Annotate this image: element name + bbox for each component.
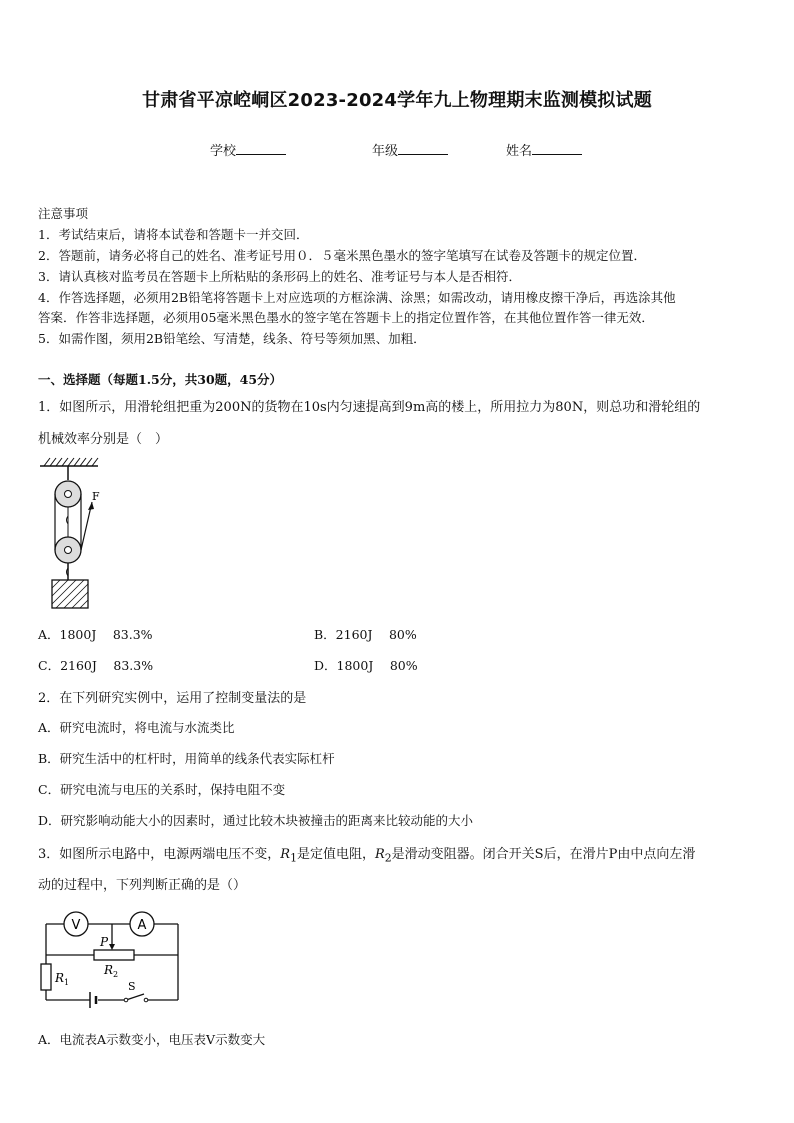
r1-subscript: 1 — [290, 851, 297, 865]
option-a: A．研究电流时，将电流与水流类比 — [38, 720, 235, 735]
slider-label: P — [100, 935, 109, 949]
name-label: 姓名 — [506, 144, 533, 159]
section-heading: 一、选择题（每题1.5分，共30题，45分） — [38, 372, 283, 387]
notice-item: 3．请认真核对监考员在答题卡上所粘贴的条形码上的姓名、准考证号与本人是否相符． — [38, 269, 521, 284]
school-field — [210, 140, 286, 159]
name-blank — [532, 142, 582, 155]
r2-subscript: 2 — [384, 851, 392, 865]
circuit-figure — [38, 902, 188, 1010]
r2-symbol: R — [374, 847, 385, 862]
notice-item: 1．考试结束后，请将本试卷和答题卡一并交回． — [38, 227, 309, 242]
question-3-stem-cont: 动的过程中，下列判断正确的是（） — [38, 878, 247, 893]
page-title: 甘肃省平凉崆峒区2023-2024学年九上物理期末监测模拟试题 — [142, 90, 652, 111]
option-c: C．2160J 83.3% — [38, 658, 154, 673]
question-3-stem — [38, 843, 695, 865]
option-c: C．研究电流与电压的关系时，保持电阻不变 — [38, 782, 286, 797]
r2-label — [103, 963, 118, 979]
question-1-stem-cont: 机械效率分别是（ ） — [38, 432, 169, 447]
stem-part: 是定值电阻， — [296, 847, 375, 862]
notice-item: 2．答题前，请务必将自己的姓名、准考证号用０．５毫米黑色墨水的签字笔填写在试卷及答题卡的规定位置． — [38, 248, 646, 263]
notice-heading: 注意事项 — [38, 206, 89, 221]
pulley-figure — [38, 458, 118, 610]
r1-sub: 1 — [64, 978, 70, 987]
r1-symbol: R — [280, 847, 291, 862]
school-blank — [236, 142, 286, 155]
force-label: F — [92, 490, 100, 503]
option-a: A．1800J 83.3% — [38, 627, 153, 642]
grade-blank — [398, 142, 448, 155]
option-a: A．电流表A示数变小，电压表V示数变大 — [38, 1032, 266, 1047]
r2-letter: R — [104, 963, 114, 977]
option-d: D．研究影响动能大小的因素时，通过比较木块被撞击的距离来比较动能的大小 — [38, 813, 474, 828]
voltmeter-label: V — [71, 918, 81, 933]
name-field — [506, 140, 582, 159]
switch-label: S — [128, 980, 136, 993]
r1-letter: R — [55, 971, 65, 985]
notice-item: 5．如需作图，须用2B铅笔绘、写清楚，线条、符号等须加黑、加粗． — [38, 331, 426, 346]
school-label: 学校 — [210, 144, 237, 159]
question-1-stem: 1．如图所示，用滑轮组把重为200N的货物在10s内匀速提高到9m高的楼上，所用拉力为80N，则总功和滑轮组的 — [38, 400, 701, 415]
option-d: D．1800J 80% — [314, 658, 418, 673]
option-b: B．研究生活中的杠杆时，用简单的线条代表实际杠杆 — [38, 751, 335, 766]
stem-part: 3．如图所示电路中，电源两端电压不变， — [38, 847, 281, 862]
r1-label — [54, 971, 69, 987]
ammeter-label: A — [137, 918, 147, 933]
option-b: B．2160J 80% — [314, 627, 417, 642]
notice-item: 4．作答选择题，必须用2B铅笔将答题卡上对应选项的方框涂满、涂黑；如需改动，请用橡皮擦干净后，再选涂其他 — [38, 290, 676, 305]
r2-sub: 2 — [113, 970, 119, 979]
question-2-stem: 2．在下列研究实例中，运用了控制变量法的是 — [38, 691, 307, 706]
stem-part: 是滑动变阻器。闭合开关S后，在滑片P由中点向左滑 — [391, 847, 696, 862]
grade-label: 年级 — [372, 144, 399, 159]
grade-field — [372, 140, 448, 159]
notice-item: 答案．作答非选择题，必须用05毫米黑色墨水的签字笔在答题卡上的指定位置作答，在其他位置作答一律无效． — [38, 310, 654, 325]
